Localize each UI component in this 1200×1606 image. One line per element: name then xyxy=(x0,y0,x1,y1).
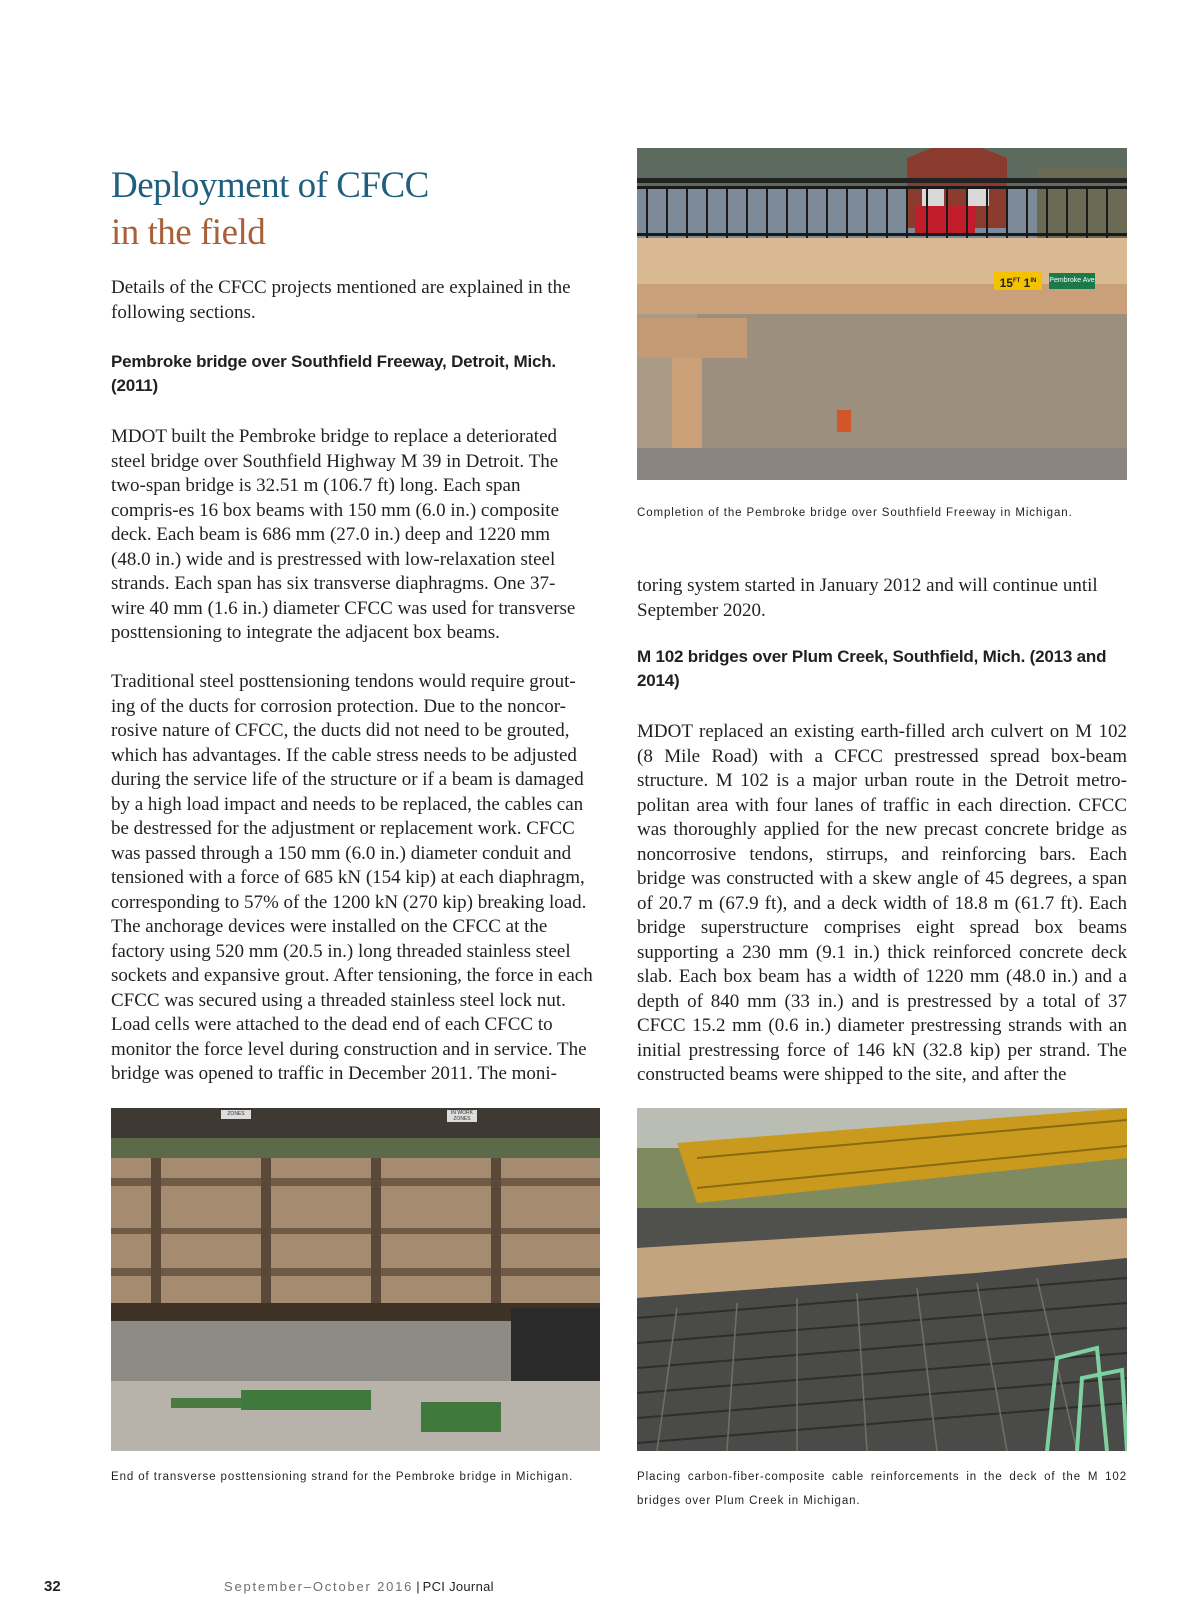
caption-fig2: End of transverse posttensioning strand for the Pembroke bridge in Michigan. xyxy=(111,1471,574,1483)
street-sign: Pembroke Ave xyxy=(1049,273,1095,289)
pembroke-paragraph-2: Traditional steel posttensioning tendons would require grout-ing of the ducts for corrosion protection. Due to the noncor-rosive nature of CFCC, the ducts did not need to be grouted, which has advantages. If the cable stress needs to be adjusted during the service life of the structure or if a beam is damaged by a high load impact and needs to be replaced, the cables can be destressed for the adjustment or replacement work. CFCC was passed through a 150 mm (6.0 in.) diameter conduit and tensioned with a force of 685 kN (154 kip) at each diaphragm, corresponding to 57% of the 1200 kN (270 kip) breaking load. The anchorage devices were installed on the CFCC at the factory using 520 mm (20.5 in.) long threaded stainless steel sockets and expansive grout. After tensioning, the force in each CFCC was secured using a threaded stainless steel lock nut. Load cells were attached to the dead end of each CFCC to monitor the force level during construction and in service. The bridge was opened to traffic in December 2011. The moni- xyxy=(111,671,593,1084)
caption-fig3: Placing carbon-fiber-composite cable reinforcements in the deck of the M 102 bridges over Plum Creek in Michigan. xyxy=(637,1471,1127,1507)
pembroke-paragraph-2-continued: toring system started in January 2012 and will continue until September 2020. xyxy=(637,575,1098,621)
issue-date: September–October 2016 xyxy=(224,1579,414,1594)
article-title-line1: Deployment of CFCC xyxy=(111,165,429,206)
photo-posttensioning-strand xyxy=(111,1108,600,1451)
caption-fig1: Completion of the Pembroke bridge over Southfield Freeway in Michigan. xyxy=(637,507,1073,519)
footer-separator: | xyxy=(416,1579,420,1594)
pembroke-paragraph-1: MDOT built the Pembroke bridge to replace a deteriorated steel bridge over Southfield Highway M 39 in Detroit. The two-span bridge is 32.51 m (106.7 ft) long. Each span compris-es 16 box beams with 150 mm (6.0 in.) composite deck. Each beam is 686 mm (27.0 in.) deep and 1220 mm (48.0 in.) wide and is prestressed with low-relaxation steel strands. Each span has six transverse diaphragms. One 37-wire 40 mm (1.6 in.) diameter CFCC was used for transverse posttensioning to integrate the adjacent box beams. xyxy=(111,426,576,643)
section-heading-pembroke: Pembroke bridge over Southfield Freeway, Detroit, Mich. (2011) xyxy=(111,352,556,395)
photo-cfcc-deck-reinforcement xyxy=(637,1108,1127,1451)
clearance-sign-feet: $15^{FT}$ $1^{IN}$ xyxy=(994,272,1042,290)
journal-name: PCI Journal xyxy=(422,1579,494,1594)
section-heading-m102: M 102 bridges over Plum Creek, Southfield, Mich. (2013 and 2014) xyxy=(637,647,1107,690)
work-zone-sign-right: IN WORK ZONES xyxy=(447,1110,477,1122)
photo-pembroke-bridge xyxy=(637,148,1127,480)
work-zone-sign-left: ZONES xyxy=(221,1110,251,1119)
m102-paragraph-1: MDOT replaced an existing earth-filled arch culvert on M 102 (8 Mile Road) with a CFCC prestressed spread box-beam structure. M 102 is a major urban route in the Detroit metro-politan area with four lanes of traffic in each direction. CFCC was thoroughly applied for the new precast concrete bridge as noncorrosive tendons, stirrups, and reinforcing bars. Each bridge was constructed with a skew angle of 45 degrees, a span of 20.7 m (67.9 ft), and a deck width of 18.8 m (61.7 ft). Each bridge superstructure comprises eight spread box beams supporting a 230 mm (9.1 in.) thick reinforced concrete deck slab. Each box beam has a width of 1220 mm (48.0 in.) and a depth of 840 mm (33 in.) and is prestressed by a total of 37 CFCC 15.2 mm (0.6 in.) diameter prestressing strands with an initial prestressing force of 146 kN (32.8 kip) per strand. The constructed beams were shipped to the site, and after the xyxy=(637,721,1127,1085)
page-number: 32 xyxy=(44,1578,61,1595)
intro-paragraph: Details of the CFCC projects mentioned are explained in the following sections. xyxy=(111,277,571,323)
article-title-line2: in the field xyxy=(111,212,266,253)
running-footer xyxy=(224,1579,494,1594)
